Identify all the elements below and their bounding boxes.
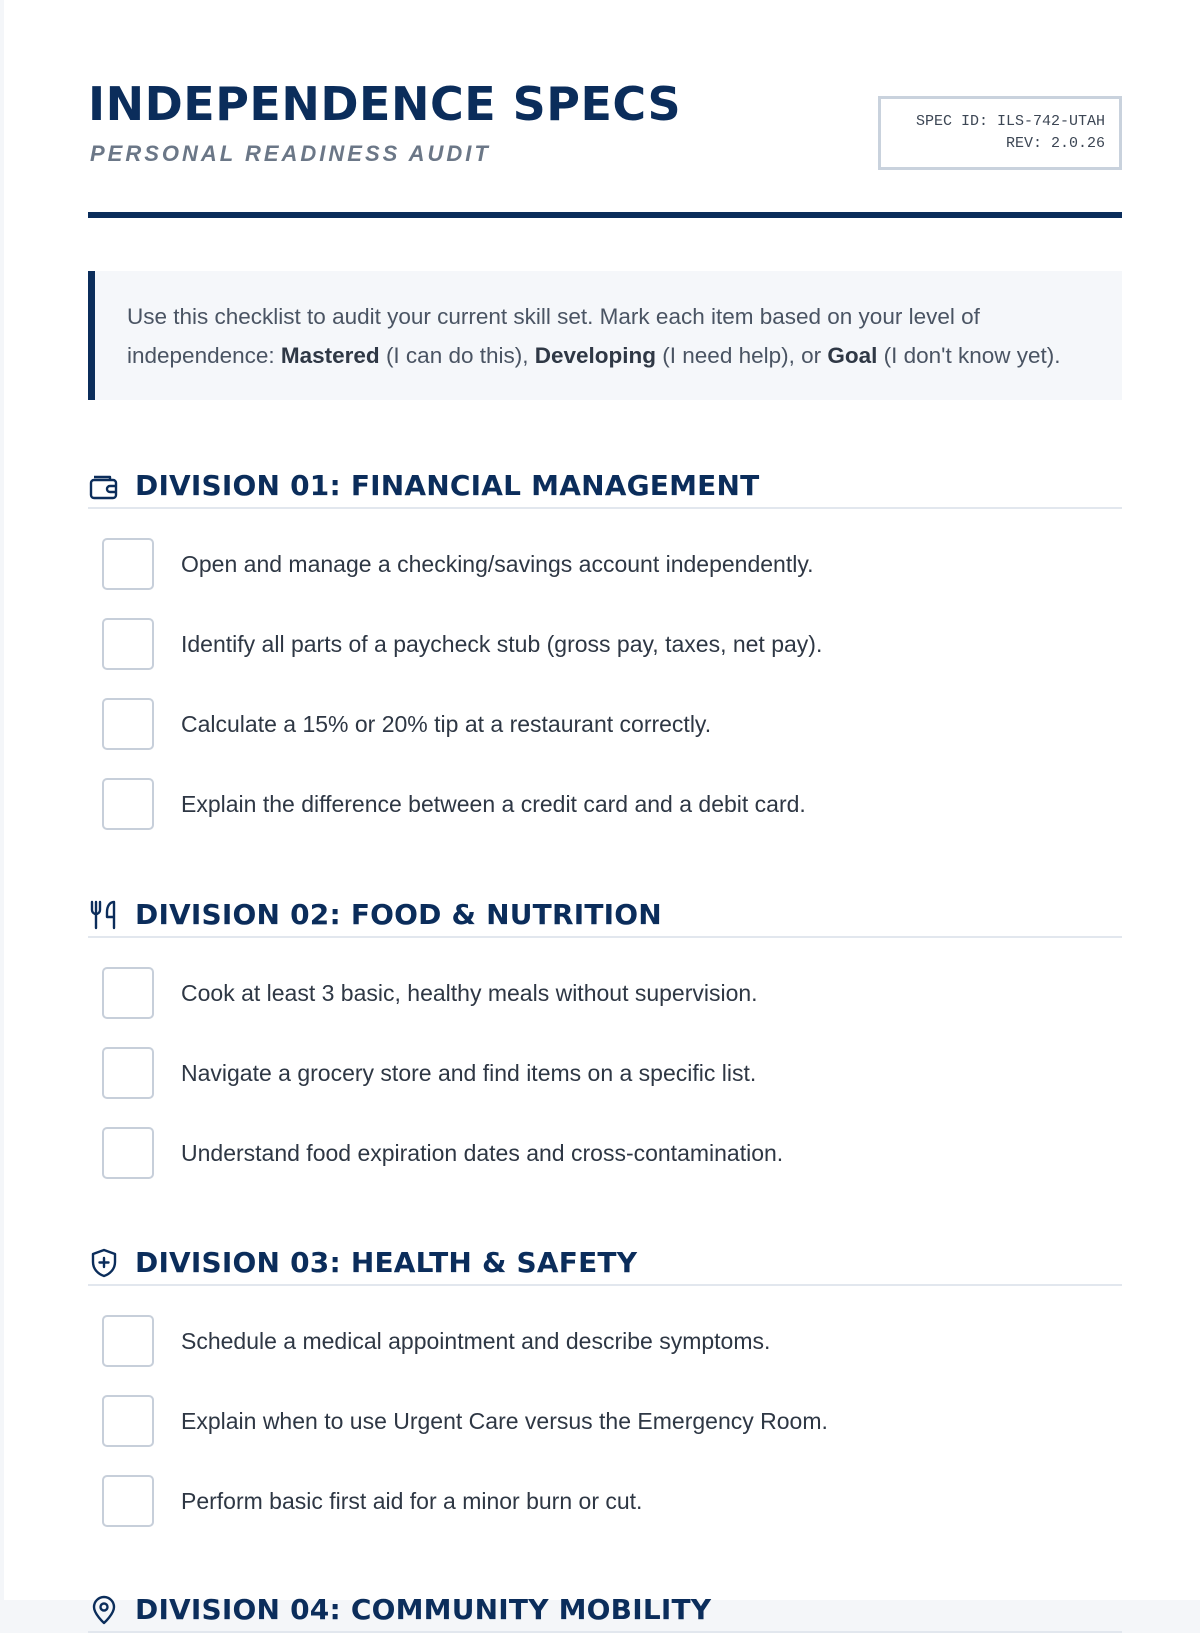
- item-checkbox[interactable]: [102, 967, 154, 1019]
- checklist-item: [88, 1395, 1122, 1475]
- checklist-item: [88, 1315, 1122, 1395]
- item-label: Explain when to use Urgent Care versus the Emergency Room.: [181, 1408, 828, 1434]
- checklist-item: [88, 778, 1122, 858]
- checklist: [88, 509, 1122, 858]
- item-checkbox[interactable]: [102, 1127, 154, 1179]
- division-title: DIVISION 01: FINANCIAL MANAGEMENT: [135, 469, 760, 502]
- document-page: [4, 0, 1200, 1626]
- mastered-description: (I can do this),: [379, 343, 535, 368]
- utensils-icon: [88, 899, 120, 931]
- division-header: [88, 888, 1122, 938]
- checklist: [88, 938, 1122, 1207]
- checklist: [88, 1286, 1122, 1555]
- item-checkbox[interactable]: [102, 778, 154, 830]
- item-checkbox[interactable]: [102, 1475, 154, 1527]
- checklist-item: [88, 1127, 1122, 1207]
- item-checkbox[interactable]: [102, 618, 154, 670]
- division-community-mobility: [88, 1583, 1122, 1633]
- revision-number: REV: 2.0.26: [1005, 135, 1105, 152]
- division-health-safety: [88, 1236, 1122, 1555]
- item-label: Understand food expiration dates and cross-contamination.: [181, 1140, 784, 1166]
- document-header: [88, 0, 1122, 218]
- checklist-item: [88, 1047, 1122, 1127]
- mastered-label: Mastered: [280, 343, 380, 368]
- checklist-item: [88, 538, 1122, 618]
- item-checkbox[interactable]: [102, 1395, 154, 1447]
- item-label: Explain the difference between a credit card and a debit card.: [181, 791, 806, 817]
- spec-id: SPEC ID: ILS-742-UTAH: [915, 113, 1105, 130]
- instructions-text: Use this checklist to audit your current skill set. Mark each item based on your level of independence:: [127, 304, 980, 368]
- page-title: INDEPENDENCE SPECS: [88, 77, 682, 131]
- goal-label: Goal: [827, 343, 878, 368]
- checklist-item: [88, 698, 1122, 778]
- division-header: [88, 459, 1122, 509]
- item-label: Perform basic first aid for a minor burn or cut.: [181, 1488, 643, 1514]
- goal-description: (I don't know yet).: [877, 343, 1061, 368]
- item-label: Schedule a medical appointment and describe symptoms.: [181, 1328, 771, 1354]
- item-label: Identify all parts of a paycheck stub (gross pay, taxes, net pay).: [181, 631, 823, 657]
- item-label: Cook at least 3 basic, healthy meals without supervision.: [181, 980, 758, 1006]
- item-checkbox[interactable]: [102, 1315, 154, 1367]
- item-label: Calculate a 15% or 20% tip at a restaurant correctly.: [181, 711, 712, 737]
- developing-label: Developing: [534, 343, 657, 368]
- division-food-nutrition: [88, 888, 1122, 1207]
- division-financial-management: [88, 459, 1122, 858]
- item-label: Navigate a grocery store and find items on a specific list.: [181, 1060, 757, 1086]
- item-checkbox[interactable]: [102, 1047, 154, 1099]
- map-pin-icon: [88, 1594, 120, 1626]
- checklist-item: [88, 618, 1122, 698]
- division-header: [88, 1236, 1122, 1286]
- division-title: DIVISION 03: HEALTH & SAFETY: [135, 1246, 638, 1279]
- division-header: [88, 1583, 1122, 1633]
- document-content: [88, 0, 1122, 1626]
- checklist-item: [88, 1475, 1122, 1555]
- wallet-icon: [88, 470, 120, 502]
- page-subtitle: PERSONAL READINESS AUDIT: [90, 141, 491, 166]
- item-checkbox[interactable]: [102, 538, 154, 590]
- item-label: Open and manage a checking/savings account independently.: [181, 551, 814, 577]
- division-title: DIVISION 02: FOOD & NUTRITION: [135, 898, 662, 931]
- developing-description: (I need help), or: [656, 343, 828, 368]
- item-checkbox[interactable]: [102, 698, 154, 750]
- checklist-item: [88, 967, 1122, 1047]
- shield-plus-icon: [88, 1247, 120, 1279]
- spec-id-box: [878, 96, 1122, 170]
- instructions-callout: [88, 271, 1122, 400]
- division-title: DIVISION 04: COMMUNITY MOBILITY: [135, 1593, 712, 1626]
